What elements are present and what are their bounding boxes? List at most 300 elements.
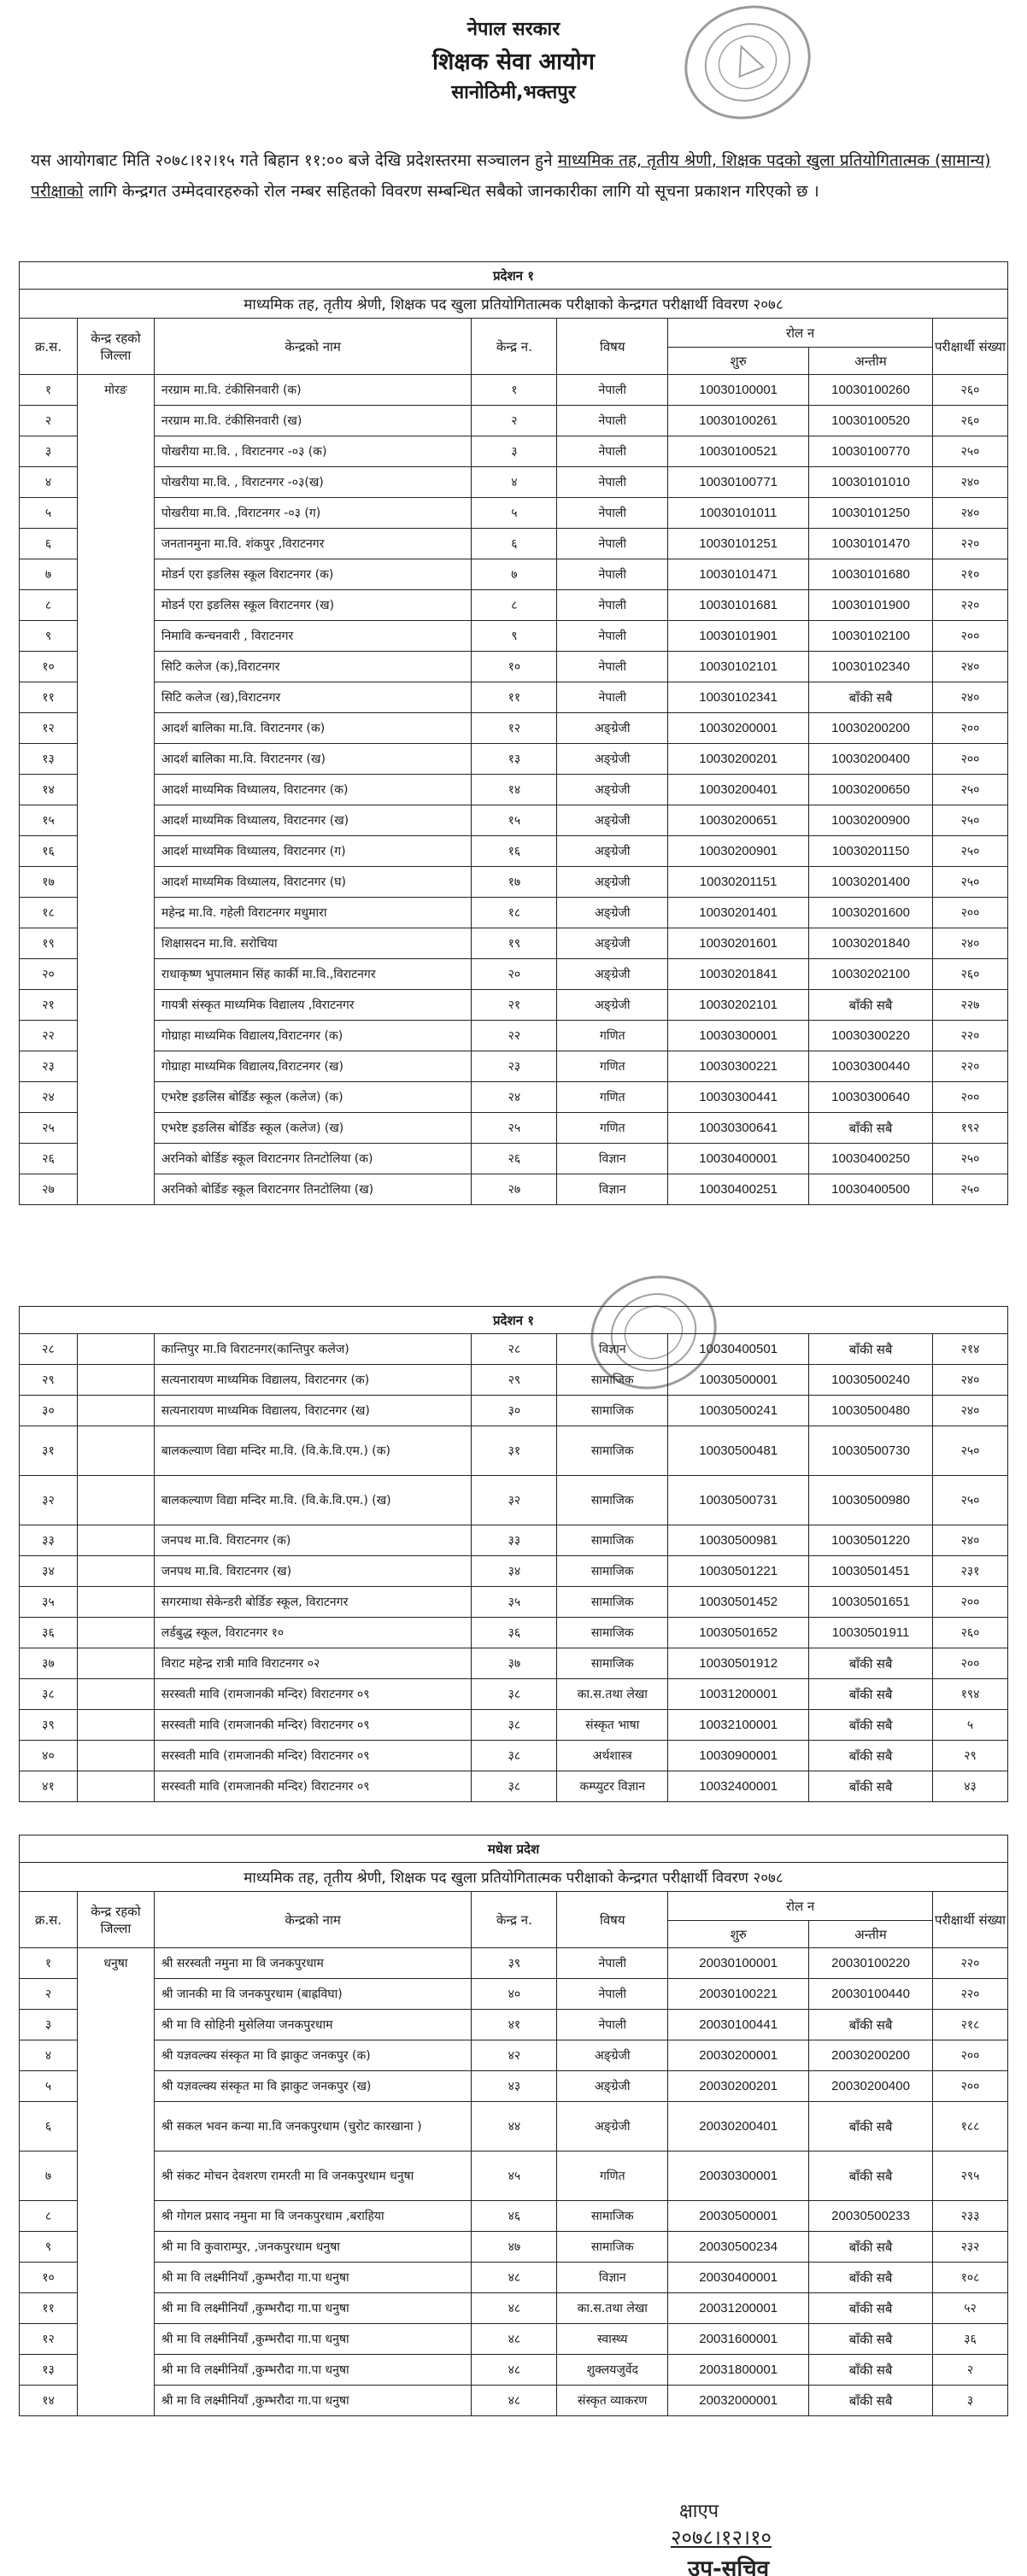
row-district (77, 1476, 154, 1525)
row-subject: नेपाली (557, 621, 668, 652)
table-row (20, 867, 1008, 898)
row-sn: ११ (20, 2293, 78, 2324)
exam-center-table-province1-a (19, 261, 1008, 1205)
row-count: २४० (933, 498, 1008, 529)
row-sn: २ (20, 1979, 78, 2010)
row-center-no: २१ (472, 990, 557, 1021)
row-count: १०८ (933, 2263, 1008, 2293)
row-sn: ८ (20, 590, 78, 621)
row-center-no: २६ (472, 1144, 557, 1174)
row-subject: का.स.तथा लेखा (557, 1679, 668, 1710)
row-center-no: ४६ (472, 2201, 557, 2232)
table-row (20, 436, 1008, 467)
row-roll-start: 10030300441 (668, 1082, 809, 1113)
header-subject: विषय (557, 1892, 668, 1948)
row-roll-start: 10030200401 (668, 775, 809, 805)
row-count: २२० (933, 1948, 1008, 1979)
table-row (20, 652, 1008, 682)
row-roll-start: 20030200401 (668, 2102, 809, 2152)
row-roll-end: बाँकी सबै (809, 2263, 933, 2293)
table-row (20, 621, 1008, 652)
row-roll-end: बाँकी सबै (809, 2293, 933, 2324)
table-row (20, 1144, 1008, 1174)
row-sn: १२ (20, 2324, 78, 2355)
row-subject: नेपाली (557, 529, 668, 559)
table-row (20, 406, 1008, 436)
row-count: १८८ (933, 2102, 1008, 2152)
header-count: परीक्षार्थी संख्या (933, 1892, 1008, 1948)
row-roll-end: 10030500480 (809, 1396, 933, 1426)
row-center-name: पोखरीया मा.वि. , विराटनगर -०३ (क) (154, 436, 472, 467)
row-subject: सामाजिक (557, 1618, 668, 1648)
title-row (20, 1863, 1008, 1892)
row-center-name: सरस्वती मावि (रामजानकी मन्दिर) विराटनगर ०९ (154, 1710, 472, 1741)
row-center-no: ४४ (472, 2102, 557, 2152)
row-count: २०० (933, 713, 1008, 744)
row-roll-start: 10030202101 (668, 990, 809, 1021)
row-roll-start: 10030500001 (668, 1365, 809, 1396)
table-row (20, 1741, 1008, 1771)
row-roll-start: 10030102101 (668, 652, 809, 682)
row-count: २५० (933, 1426, 1008, 1476)
row-sn: ३८ (20, 1679, 78, 1710)
table-row (20, 1525, 1008, 1556)
column-header-row (20, 319, 1008, 348)
row-subject: सामाजिक (557, 1426, 668, 1476)
row-subject: नेपाली (557, 652, 668, 682)
row-center-no: ३३ (472, 1525, 557, 1556)
row-center-name: श्री यज्ञवल्क्य संस्कृत मा वि झाकुट जनकपुर (क) (154, 2040, 472, 2071)
row-center-name: अरनिको बोर्डिङ स्कूल विराटनगर तिनटोलिया (ख) (154, 1174, 472, 1205)
row-roll-start: 20030500001 (668, 2201, 809, 2232)
row-subject: का.स.तथा लेखा (557, 2293, 668, 2324)
row-count: ३६ (933, 2324, 1008, 2355)
row-roll-end: बाँकी सबै (809, 2152, 933, 2201)
exam-center-table-province1-b (19, 1306, 1008, 1802)
row-sn: ४ (20, 2040, 78, 2071)
row-center-no: ४८ (472, 2355, 557, 2386)
header-district: केन्द्र रहको जिल्ला (77, 1892, 154, 1948)
row-center-no: ३८ (472, 1771, 557, 1802)
row-roll-start: 10030101471 (668, 559, 809, 590)
row-count: ५ (933, 1710, 1008, 1741)
row-subject: सामाजिक (557, 1525, 668, 1556)
table-row (20, 1679, 1008, 1710)
row-roll-start: 10031200001 (668, 1679, 809, 1710)
header-roll-start: शुरु (668, 348, 809, 375)
row-district (77, 1618, 154, 1648)
row-center-no: २३ (472, 1051, 557, 1082)
row-center-no: ३ (472, 436, 557, 467)
row-center-no: ३४ (472, 1556, 557, 1587)
row-subject: अङ्ग्रेजी (557, 867, 668, 898)
table-row (20, 1051, 1008, 1082)
row-subject: अङ्ग्रेजी (557, 928, 668, 959)
row-subject: सामाजिक (557, 2201, 668, 2232)
row-district (77, 1365, 154, 1396)
notice-text-underlined: माध्यमिक तह, तृतीय श्रेणी, शिक्षक पदको खुला प्रतियोगितात्मक (सामान्य) परीक्षाको (31, 151, 991, 201)
row-subject: नेपाली (557, 436, 668, 467)
row-roll-start: 20030500234 (668, 2232, 809, 2263)
row-sn: १ (20, 1948, 78, 1979)
row-sn: ३ (20, 436, 78, 467)
row-roll-end: 10030101470 (809, 529, 933, 559)
table-row (20, 375, 1008, 406)
row-roll-end: बाँकी सबै (809, 1113, 933, 1144)
row-sn: २७ (20, 1174, 78, 1205)
row-count: २ (933, 2355, 1008, 2386)
row-center-no: ५ (472, 498, 557, 529)
row-subject: अङ्ग्रेजी (557, 2040, 668, 2071)
row-subject: गणित (557, 1113, 668, 1144)
row-roll-start: 10030200901 (668, 836, 809, 867)
row-roll-end: 10030100260 (809, 375, 933, 406)
row-center-no: ४ (472, 467, 557, 498)
table-row (20, 1426, 1008, 1476)
row-center-name: श्री जानकी मा वि जनकपुरधाम (बाह्रविघा) (154, 1979, 472, 2010)
row-roll-end: 10030201400 (809, 867, 933, 898)
row-center-name: सरस्वती मावि (रामजानकी मन्दिर) विराटनगर ०९ (154, 1771, 472, 1802)
row-sn: ११ (20, 682, 78, 713)
row-roll-start: 10030100001 (668, 375, 809, 406)
row-count: २९५ (933, 2152, 1008, 2201)
row-center-name: श्री मा वि सोहिनी मुसेलिया जनकपुरधाम (154, 2010, 472, 2040)
province-heading: मधेश प्रदेश (20, 1835, 1008, 1863)
row-center-no: ४८ (472, 2324, 557, 2355)
row-roll-start: 20031800001 (668, 2355, 809, 2386)
row-center-name: बालकल्याण विद्या मन्दिर मा.वि. (वि.के.वि.एम.) (ख) (154, 1476, 472, 1525)
row-sn: ३७ (20, 1648, 78, 1679)
row-roll-end: 10030101900 (809, 590, 933, 621)
row-center-no: ४८ (472, 2386, 557, 2416)
table-title: माध्यमिक तह, तृतीय श्रेणी, शिक्षक पद खुला प्रतियोगितात्मक परीक्षाको केन्द्रगत परीक्षार्थी विवरण २०७८ (20, 1863, 1008, 1892)
row-center-name: जनतानमुना मा.वि. शंकपुर ,विराटनगर (154, 529, 472, 559)
row-subject: नेपाली (557, 406, 668, 436)
row-roll-start: 20030400001 (668, 2263, 809, 2293)
row-center-no: ३९ (472, 1948, 557, 1979)
row-roll-end: 10030500240 (809, 1365, 933, 1396)
row-sn: ३१ (20, 1426, 78, 1476)
row-count: २४० (933, 652, 1008, 682)
row-roll-start: 10030101011 (668, 498, 809, 529)
row-roll-end: 10030501651 (809, 1587, 933, 1618)
row-roll-start: 10030300001 (668, 1021, 809, 1051)
row-sn: ५ (20, 498, 78, 529)
row-district (77, 1396, 154, 1426)
row-subject: सामाजिक (557, 1365, 668, 1396)
table-row (20, 1556, 1008, 1587)
row-center-no: २२ (472, 1021, 557, 1051)
row-roll-end: 20030200200 (809, 2040, 933, 2071)
row-subject: सामाजिक (557, 2232, 668, 2263)
row-subject: अङ्ग्रेजी (557, 898, 668, 928)
row-subject: संस्कृत भाषा (557, 1710, 668, 1741)
row-roll-end: बाँकी सबै (809, 1679, 933, 1710)
row-sn: १ (20, 375, 78, 406)
header-roll-end: अन्तीम (809, 1921, 933, 1948)
row-center-name: आदर्श माध्यमिक विध्यालय, विराटनगर (ख) (154, 805, 472, 836)
row-center-no: २ (472, 406, 557, 436)
row-center-no: ४१ (472, 2010, 557, 2040)
row-roll-end: 10030102340 (809, 652, 933, 682)
row-sn: ३४ (20, 1556, 78, 1587)
row-roll-end: 10030201600 (809, 898, 933, 928)
province-row (20, 262, 1008, 290)
row-roll-end: 20030200400 (809, 2071, 933, 2102)
row-subject: गणित (557, 1021, 668, 1051)
row-subject: सामाजिक (557, 1587, 668, 1618)
row-center-no: ३५ (472, 1587, 557, 1618)
document-header (0, 0, 1027, 256)
row-center-no: ४२ (472, 2040, 557, 2071)
row-center-no: ३८ (472, 1741, 557, 1771)
province-row (20, 1835, 1008, 1863)
row-subject: विज्ञान (557, 1144, 668, 1174)
row-sn: ४ (20, 467, 78, 498)
table-row (20, 2263, 1008, 2293)
row-center-name: आदर्श माध्यमिक विध्यालय, विराटनगर (क) (154, 775, 472, 805)
row-roll-start: 20031200001 (668, 2293, 809, 2324)
row-count: २४० (933, 1396, 1008, 1426)
row-roll-end: 10030101010 (809, 467, 933, 498)
row-subject: नेपाली (557, 2010, 668, 2040)
government-name: नेपाल सरकार (467, 19, 560, 40)
row-roll-start: 10030400501 (668, 1334, 809, 1365)
row-roll-start: 10030201601 (668, 928, 809, 959)
row-count: २४० (933, 682, 1008, 713)
row-sn: १३ (20, 744, 78, 775)
header-roll-start: शुरु (668, 1921, 809, 1948)
row-center-name: सत्यनारायण माध्यमिक विद्यालय, विराटनगर (क) (154, 1365, 472, 1396)
row-roll-end: 20030500233 (809, 2201, 933, 2232)
row-roll-end: 10030100520 (809, 406, 933, 436)
row-roll-start: 10030500241 (668, 1396, 809, 1426)
row-roll-end: बाँकी सबै (809, 1710, 933, 1741)
row-count: २०० (933, 898, 1008, 928)
row-sn: २ (20, 406, 78, 436)
row-count: २५० (933, 1476, 1008, 1525)
row-roll-start: 10030500981 (668, 1525, 809, 1556)
row-district (77, 1741, 154, 1771)
header-district: केन्द्र रहको जिल्ला (77, 319, 154, 375)
table-row (20, 2010, 1008, 2040)
notice-text-pre: यस आयोगबाट मिति २०७८।१२।१५ गते बिहान ११:०० बजे देखि प्रदेशस्तरमा सञ्चालन हुने (31, 151, 558, 170)
table-row (20, 1174, 1008, 1205)
row-count: २४० (933, 467, 1008, 498)
row-count: १९२ (933, 1113, 1008, 1144)
row-roll-end: 10030400500 (809, 1174, 933, 1205)
row-center-name: सगरमाथा सेकेन्डरी बोर्डिङ स्कूल, विराटनगर (154, 1587, 472, 1618)
row-center-no: १० (472, 652, 557, 682)
row-roll-end: बाँकी सबै (809, 1771, 933, 1802)
row-subject: नेपाली (557, 467, 668, 498)
row-roll-end: बाँकी सबै (809, 682, 933, 713)
row-center-name: श्री संकट मोचन देवशरण रामरती मा वि जनकपुरधाम धनुषा (154, 2152, 472, 2201)
row-roll-start: 10030501221 (668, 1556, 809, 1587)
row-roll-start: 10030501452 (668, 1587, 809, 1618)
row-count: २०० (933, 1648, 1008, 1679)
row-sn: ३६ (20, 1618, 78, 1648)
row-roll-end: 10030501911 (809, 1618, 933, 1648)
row-count: २२० (933, 1051, 1008, 1082)
row-roll-start: 10030101681 (668, 590, 809, 621)
row-center-name: श्री मा वि लक्ष्मीनियाँ ,कुम्भरौदा गा.पा धनुषा (154, 2293, 472, 2324)
row-center-name: आदर्श बालिका मा.वि. विराटनगर (क) (154, 713, 472, 744)
row-center-no: ११ (472, 682, 557, 713)
row-roll-end: 10030400250 (809, 1144, 933, 1174)
row-center-name: श्री मा वि लक्ष्मीनियाँ ,कुम्भरौदा गा.पा धनुषा (154, 2355, 472, 2386)
row-center-no: २५ (472, 1113, 557, 1144)
row-center-name: पोखरीया मा.वि. , विराटनगर -०३(ख) (154, 467, 472, 498)
row-count: ५२ (933, 2293, 1008, 2324)
row-center-no: १९ (472, 928, 557, 959)
table-row (20, 590, 1008, 621)
table-row (20, 1979, 1008, 2010)
row-center-name: श्री मा वि लक्ष्मीनियाँ ,कुम्भरौदा गा.पा धनुषा (154, 2263, 472, 2293)
table-row (20, 805, 1008, 836)
row-subject: सामाजिक (557, 1476, 668, 1525)
row-center-no: ४७ (472, 2232, 557, 2263)
row-sn: ४१ (20, 1771, 78, 1802)
row-count: २६० (933, 959, 1008, 990)
table-row (20, 2324, 1008, 2355)
row-count: २२० (933, 1021, 1008, 1051)
row-center-name: राधाकृष्ण भुपालमान सिंह कार्की मा.वि.,विराटनगर (154, 959, 472, 990)
row-count: २२० (933, 529, 1008, 559)
row-subject: विज्ञान (557, 2263, 668, 2293)
row-roll-end: 10030201840 (809, 928, 933, 959)
row-count: २५० (933, 1144, 1008, 1174)
table-row (20, 2152, 1008, 2201)
row-center-no: १६ (472, 836, 557, 867)
row-center-name: श्री गोगल प्रसाद नमुना मा वि जनकपुरधाम ,बराहिया (154, 2201, 472, 2232)
table-row (20, 1113, 1008, 1144)
row-sn: १६ (20, 836, 78, 867)
row-sn: २९ (20, 1365, 78, 1396)
exam-center-table-madhesh (19, 1835, 1008, 2416)
row-roll-end: 10030200650 (809, 775, 933, 805)
table-title: माध्यमिक तह, तृतीय श्रेणी, शिक्षक पद खुला प्रतियोगितात्मक परीक्षाको केन्द्रगत परीक्षार्थी विवरण २०७८ (20, 290, 1008, 319)
row-center-no: ४५ (472, 2152, 557, 2201)
row-count: २१४ (933, 1334, 1008, 1365)
row-district (77, 1771, 154, 1802)
row-center-no: १४ (472, 775, 557, 805)
row-center-no: ३८ (472, 1679, 557, 1710)
row-roll-end: 10030300440 (809, 1051, 933, 1082)
row-center-no: ६ (472, 529, 557, 559)
row-district (77, 1679, 154, 1710)
row-roll-end: 10030101250 (809, 498, 933, 529)
row-district (77, 1525, 154, 1556)
row-roll-start: 20030100001 (668, 1948, 809, 1979)
row-center-name: गायत्री संस्कृत माध्यमिक विद्यालय ,विराटनगर (154, 990, 472, 1021)
row-district (77, 1334, 154, 1365)
row-center-no: १२ (472, 713, 557, 744)
row-roll-start: 20032000001 (668, 2386, 809, 2416)
row-count: २०० (933, 1587, 1008, 1618)
table-row (20, 928, 1008, 959)
row-center-name: श्री मा वि कुवाराम्पुर, ,जनकपुरधाम धनुषा (154, 2232, 472, 2263)
row-count: १९४ (933, 1679, 1008, 1710)
row-sn: १३ (20, 2355, 78, 2386)
row-count: २२० (933, 1979, 1008, 2010)
row-subject: सामाजिक (557, 1556, 668, 1587)
row-roll-start: 10030100261 (668, 406, 809, 436)
row-center-no: २४ (472, 1082, 557, 1113)
row-roll-start: 20030100221 (668, 1979, 809, 2010)
header-sn: क्र.स. (20, 319, 78, 375)
row-roll-start: 10030200201 (668, 744, 809, 775)
row-subject: शुक्लयजुर्वेद (557, 2355, 668, 2386)
row-roll-start: 10030501652 (668, 1618, 809, 1648)
table-row (20, 1082, 1008, 1113)
row-count: २१० (933, 559, 1008, 590)
table-row (20, 1365, 1008, 1396)
row-subject: अङ्ग्रेजी (557, 2071, 668, 2102)
header-count: परीक्षार्थी संख्या (933, 319, 1008, 375)
table-row (20, 1618, 1008, 1648)
row-roll-end: बाँकी सबै (809, 2102, 933, 2152)
row-center-no: ३६ (472, 1618, 557, 1648)
row-count: २४० (933, 1365, 1008, 1396)
row-center-no: २७ (472, 1174, 557, 1205)
row-center-name: एभरेष्ट इङलिस बोर्डिङ स्कूल (कलेज) (क) (154, 1082, 472, 1113)
row-center-no: ४८ (472, 2293, 557, 2324)
row-count: ३ (933, 2386, 1008, 2416)
row-roll-start: 10030400251 (668, 1174, 809, 1205)
row-center-name: श्री सरस्वती नमुना मा वि जनकपुरधाम (154, 1948, 472, 1979)
row-roll-start: 20030200201 (668, 2071, 809, 2102)
row-center-name: मोडर्न एरा इङलिस स्कूल विराटनगर (क) (154, 559, 472, 590)
row-center-no: १७ (472, 867, 557, 898)
table-row (20, 1771, 1008, 1802)
table-row (20, 2232, 1008, 2263)
row-roll-end: 10030200400 (809, 744, 933, 775)
row-sn: १५ (20, 805, 78, 836)
row-roll-start: 10032400001 (668, 1771, 809, 1802)
row-roll-start: 10030501912 (668, 1648, 809, 1679)
province-heading: प्रदेशन १ (20, 262, 1008, 290)
row-roll-end: 10030100770 (809, 436, 933, 467)
row-sn: ३ (20, 2010, 78, 2040)
row-subject: नेपाली (557, 498, 668, 529)
row-center-no: ३७ (472, 1648, 557, 1679)
row-center-name: बालकल्याण विद्या मन्दिर मा.वि. (वि.के.वि.एम.) (क) (154, 1426, 472, 1476)
province-row (20, 1307, 1008, 1334)
province-heading: प्रदेशन १ (20, 1307, 1008, 1334)
table-row (20, 898, 1008, 928)
row-count: २९ (933, 1741, 1008, 1771)
table-row (20, 713, 1008, 744)
row-sn: ६ (20, 529, 78, 559)
row-center-name: निमावि कन्चनवारी , विराटनगर (154, 621, 472, 652)
notice-paragraph (31, 145, 996, 207)
column-header-row (20, 1892, 1008, 1921)
row-center-name: आदर्श बालिका मा.वि. विराटनगर (ख) (154, 744, 472, 775)
row-center-no: ४३ (472, 2071, 557, 2102)
row-subject: विज्ञान (557, 1334, 668, 1365)
row-subject: कम्प्युटर विज्ञान (557, 1771, 668, 1802)
row-roll-end: बाँकी सबै (809, 2355, 933, 2386)
row-subject: नेपाली (557, 682, 668, 713)
row-roll-start: 10030201841 (668, 959, 809, 990)
row-center-name: आदर्श माध्यमिक विध्यालय, विराटनगर (घ) (154, 867, 472, 898)
row-roll-start: 10030100771 (668, 467, 809, 498)
row-center-name: श्री यज्ञवल्क्य संस्कृत मा वि झाकुट जनकपुर (ख) (154, 2071, 472, 2102)
row-center-name: आदर्श माध्यमिक विध्यालय, विराटनगर (ग) (154, 836, 472, 867)
row-subject: सामाजिक (557, 1648, 668, 1679)
table-row (20, 467, 1008, 498)
